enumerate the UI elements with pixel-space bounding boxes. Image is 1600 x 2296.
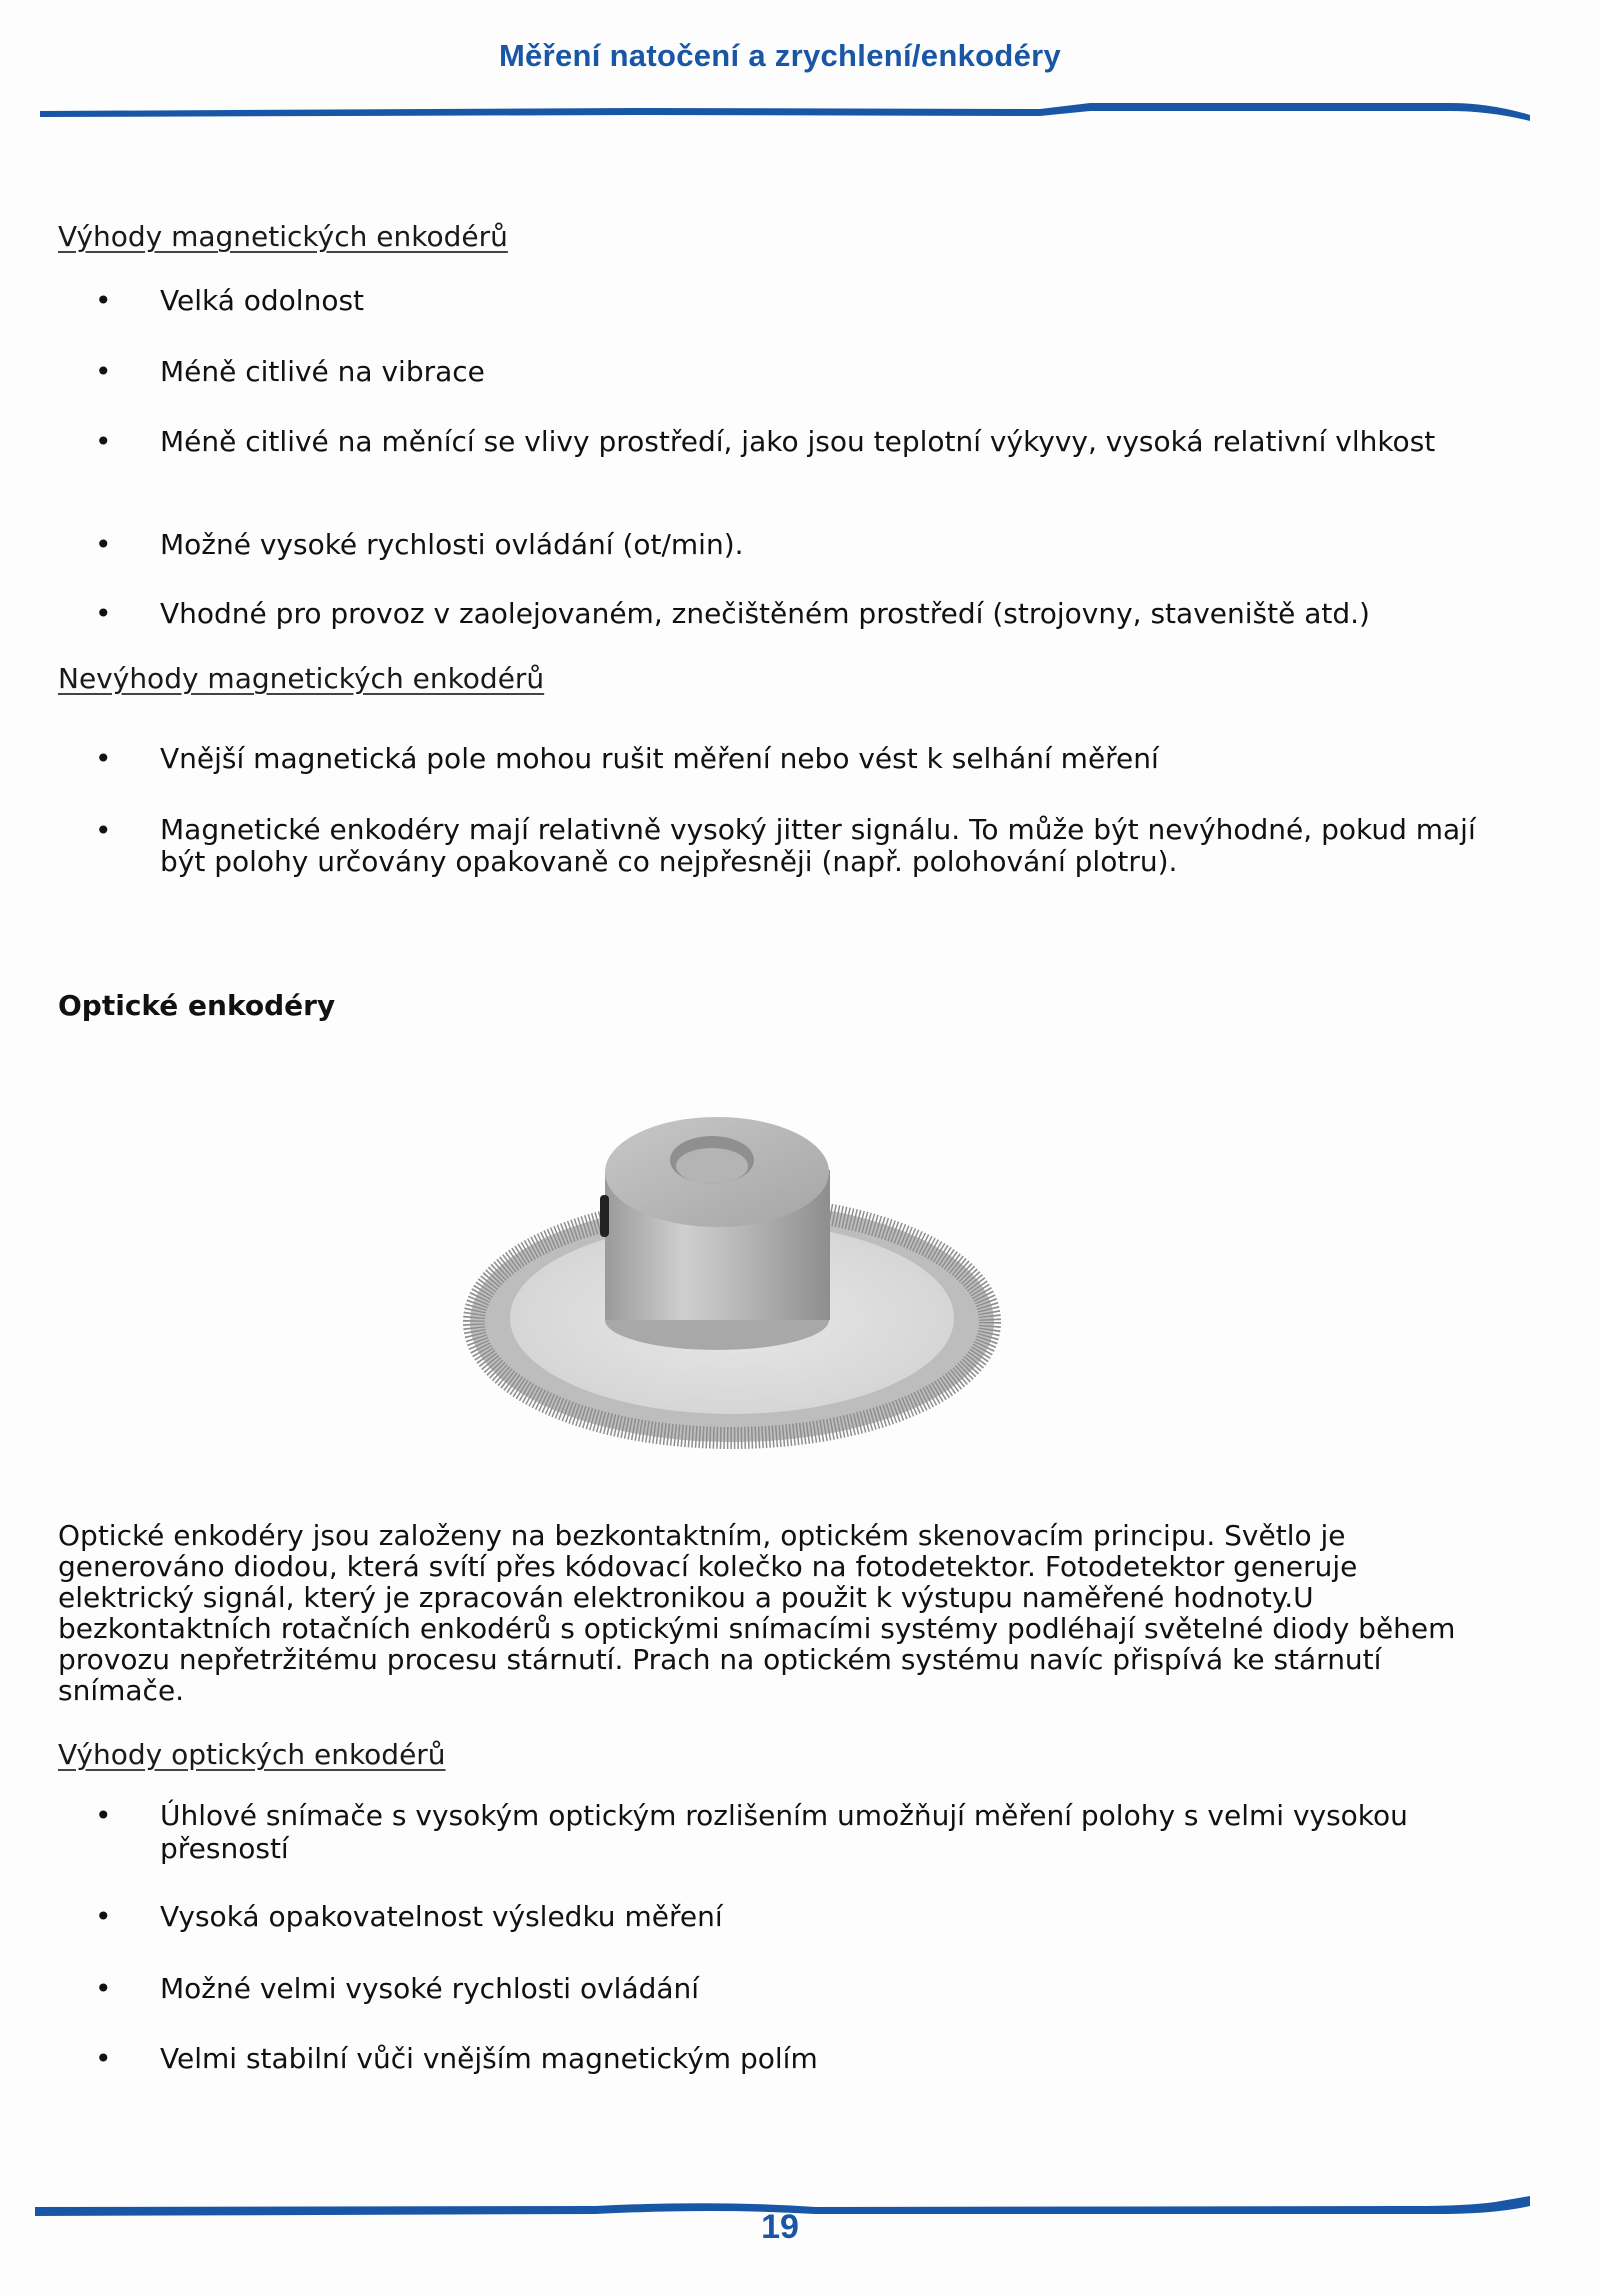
list-item (95, 1900, 1495, 1933)
list-item (95, 597, 1495, 630)
list-item (95, 1972, 1495, 2005)
bullet-icon: • (95, 528, 112, 561)
page-header-title: Měření natočení a zrychlení/enkodéry (498, 38, 1062, 73)
list-item (95, 528, 1495, 561)
list-item (95, 2042, 1495, 2075)
optical-section-title: Optické enkodéry (58, 989, 336, 1022)
bullet-icon: • (95, 355, 112, 388)
bullet-icon: • (95, 2042, 112, 2075)
list-item (95, 425, 1495, 458)
list-item-text: Méně citlivé na měnící se vlivy prostředí, jako jsou teplotní výkyvy, vysoká relativní vlhkost (160, 425, 1436, 458)
magnetic-disadvantages-heading: Nevýhody magnetických enkodérů (58, 662, 545, 695)
header-rule (40, 95, 1570, 125)
bullet-icon: • (95, 1900, 112, 1933)
list-item-text: Velmi stabilní vůči vnějším magnetickým polím (160, 2042, 818, 2075)
list-item-text: Úhlové snímače s vysokým optickým rozlišením umožňují měření polohy s velmi vysokou přesností (160, 1799, 1408, 1865)
list-item-text: Možné vysoké rychlosti ovládání (ot/min). (160, 528, 744, 561)
bullet-icon: • (95, 1972, 112, 2005)
list-item-text: Vhodné pro provoz v zaolejovaném, znečištěném prostředí (strojovny, staveniště atd.) (160, 597, 1370, 630)
bullet-icon: • (95, 1799, 112, 1832)
magnetic-advantages-heading: Výhody magnetických enkodérů (58, 220, 508, 253)
optical-description-paragraph: Optické enkodéry jsou založeny na bezkontaktním, optickém skenovacím principu. Světlo je generováno diodou, která svítí přes kódovací kolečko na fotodetektor. Fotodetektor generuje elektrický signál, který je zpracován elektronikou a použit k výstupu naměřené hodnoty.U bezkontaktních rotačních enkodérů s optickými snímacími systémy podléhají světelné diody během provozu nepřetržitému procesu stárnutí. Prach na optickém systému navíc přispívá ke stárnutí snímače. (58, 1519, 1456, 1707)
list-item (95, 284, 1495, 317)
list-item (95, 814, 1495, 878)
bullet-icon: • (95, 284, 112, 317)
set-screw (600, 1195, 609, 1237)
optical-encoder-image (450, 1100, 1030, 1460)
list-item-text: Vysoká opakovatelnost výsledku měření (160, 1900, 723, 1933)
bullet-icon: • (95, 814, 112, 847)
bullet-icon: • (95, 597, 112, 630)
list-item (95, 742, 1495, 775)
optical-advantages-heading: Výhody optických enkodérů (58, 1738, 446, 1771)
list-item-text: Méně citlivé na vibrace (160, 355, 485, 388)
page-number: 19 (761, 2208, 799, 2246)
list-item (95, 1799, 1495, 1865)
bullet-icon: • (95, 742, 112, 775)
bullet-icon: • (95, 425, 112, 458)
list-item-text: Velká odolnost (160, 284, 365, 317)
list-item-text: Magnetické enkodéry mají relativně vysoký jitter signálu. To může být nevýhodné, pokud mají být polohy určovány opakovaně co nejpřesněji (např. polohování plotru). (160, 813, 1476, 878)
list-item-text: Možné velmi vysoké rychlosti ovládání (160, 1972, 700, 2005)
list-item-text: Vnější magnetická pole mohou rušit měření nebo vést k selhání měření (160, 742, 1159, 775)
list-item (95, 355, 1495, 388)
